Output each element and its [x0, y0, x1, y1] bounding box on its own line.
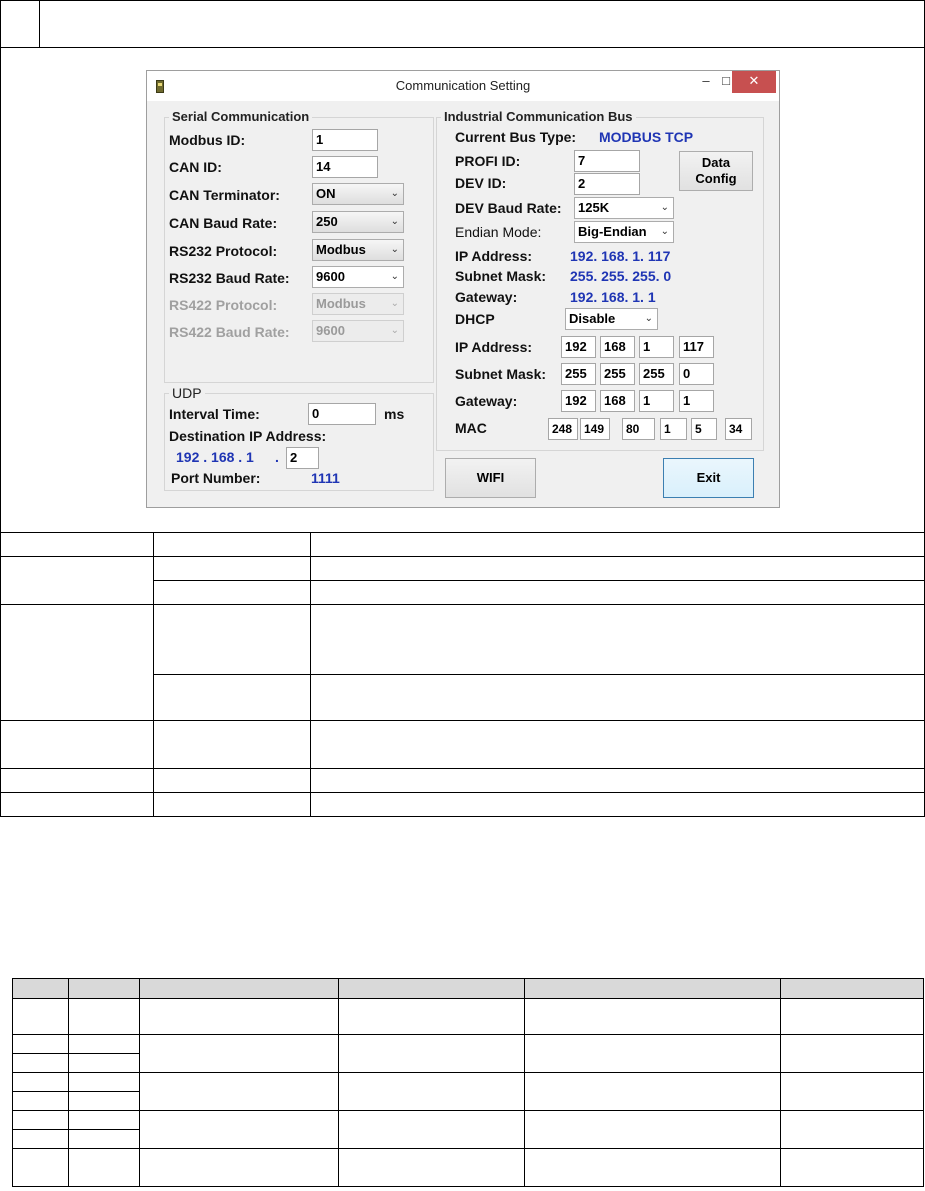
- mac-octet-5-input[interactable]: 5: [691, 418, 717, 440]
- current-subnet-value: 255. 255. 255. 0: [570, 268, 672, 284]
- rs232-baud-rate-label: RS232 Baud Rate:: [169, 270, 290, 286]
- rs422-baud-rate-value: 9600: [316, 323, 345, 338]
- can-baud-rate-select[interactable]: [312, 211, 404, 233]
- doc-bottom-table: [12, 978, 924, 1187]
- dev-id-input[interactable]: 2: [574, 173, 640, 195]
- rs422-protocol-label: RS422 Protocol:: [169, 297, 278, 313]
- chevron-down-icon: ⌄: [390, 216, 399, 227]
- data-config-label-line2: Config: [695, 171, 737, 186]
- doc-header-cell: [1, 1, 40, 47]
- dhcp-select[interactable]: [565, 308, 658, 330]
- can-terminator-select[interactable]: [312, 183, 404, 205]
- rs422-protocol-value: Modbus: [316, 296, 366, 311]
- destination-ip-dot: .: [275, 449, 279, 465]
- rs232-baud-rate-value: 9600: [316, 269, 345, 284]
- maximize-button[interactable]: □: [722, 73, 730, 88]
- rs232-baud-rate-select[interactable]: [312, 266, 404, 288]
- mask-octet-1-input[interactable]: 255: [561, 363, 596, 385]
- title-bar: [147, 71, 779, 101]
- rs232-protocol-value: Modbus: [316, 242, 366, 257]
- subnet-mask-label: Subnet Mask:: [455, 366, 547, 382]
- modbus-id-label: Modbus ID:: [169, 132, 246, 148]
- mask-octet-2-input[interactable]: 255: [600, 363, 635, 385]
- current-subnet-label: Subnet Mask:: [455, 268, 547, 284]
- mask-octet-4-input[interactable]: 0: [679, 363, 714, 385]
- close-button[interactable]: ✕: [732, 71, 776, 93]
- can-id-label: CAN ID:: [169, 159, 222, 175]
- endian-mode-select[interactable]: [574, 221, 674, 243]
- chevron-down-icon: ⌄: [390, 188, 399, 199]
- can-id-input[interactable]: 14: [312, 156, 378, 178]
- communication-setting-window: [146, 70, 780, 508]
- profi-id-input[interactable]: 7: [574, 150, 640, 172]
- current-gateway-label: Gateway:: [455, 289, 518, 305]
- endian-mode-value: Big-Endian: [578, 224, 647, 239]
- gateway-octet-4-input[interactable]: 1: [679, 390, 714, 412]
- dev-baud-rate-select[interactable]: [574, 197, 674, 219]
- can-terminator-label: CAN Terminator:: [169, 187, 280, 203]
- ip-address-label: IP Address:: [455, 339, 533, 355]
- mac-octet-4-input[interactable]: 1: [660, 418, 687, 440]
- dev-baud-rate-label: DEV Baud Rate:: [455, 200, 562, 216]
- destination-ip-label: Destination IP Address:: [169, 428, 327, 444]
- ip-octet-2-input[interactable]: 168: [600, 336, 635, 358]
- mac-label: MAC: [455, 420, 487, 436]
- rs422-baud-rate-label: RS422 Baud Rate:: [169, 324, 290, 340]
- rs232-protocol-select[interactable]: [312, 239, 404, 261]
- industrial-bus-legend: Industrial Communication Bus: [441, 109, 636, 124]
- can-terminator-value: ON: [316, 186, 336, 201]
- serial-communication-legend: Serial Communication: [169, 109, 312, 124]
- current-gateway-value: 192. 168. 1. 1: [570, 289, 656, 305]
- gateway-label: Gateway:: [455, 393, 518, 409]
- interval-time-input[interactable]: 0: [308, 403, 376, 425]
- dhcp-label: DHCP: [455, 311, 495, 327]
- dev-id-label: DEV ID:: [455, 175, 507, 191]
- modbus-id-input[interactable]: 1: [312, 129, 378, 151]
- chevron-down-icon: ⌄: [644, 313, 653, 324]
- ip-octet-1-input[interactable]: 192: [561, 336, 596, 358]
- mac-octet-2-input[interactable]: 149: [580, 418, 610, 440]
- chevron-down-icon: ⌄: [660, 202, 669, 213]
- interval-unit: ms: [384, 406, 405, 422]
- mac-octet-6-input[interactable]: 34: [725, 418, 752, 440]
- gateway-octet-3-input[interactable]: 1: [639, 390, 674, 412]
- rs422-baud-rate-select: [312, 320, 404, 342]
- chevron-down-icon: ⌄: [390, 271, 399, 282]
- destination-ip-fixed: 192 . 168 . 1: [176, 449, 254, 465]
- mac-octet-3-input[interactable]: 80: [622, 418, 655, 440]
- current-bus-type-label: Current Bus Type:: [455, 129, 577, 145]
- ip-octet-3-input[interactable]: 1: [639, 336, 674, 358]
- interval-time-label: Interval Time:: [169, 406, 260, 422]
- window-title: Communication Setting: [395, 78, 531, 93]
- exit-button[interactable]: Exit: [663, 458, 754, 498]
- mac-octet-1-input[interactable]: 248: [548, 418, 578, 440]
- endian-mode-label: Endian Mode:: [455, 224, 542, 240]
- port-number-value: 1111: [311, 470, 340, 486]
- current-bus-type-value: MODBUS TCP: [599, 129, 694, 145]
- chevron-down-icon: ⌄: [390, 298, 399, 309]
- dhcp-value: Disable: [569, 311, 616, 326]
- profi-id-label: PROFI ID:: [455, 153, 521, 169]
- minimize-button[interactable]: –: [702, 73, 710, 88]
- wifi-button[interactable]: WIFI: [445, 458, 536, 498]
- destination-ip-last-input[interactable]: 2: [286, 447, 319, 469]
- chevron-down-icon: ⌄: [390, 244, 399, 255]
- chevron-down-icon: ⌄: [660, 226, 669, 237]
- port-number-label: Port Number:: [171, 470, 261, 486]
- gateway-octet-1-input[interactable]: 192: [561, 390, 596, 412]
- mask-octet-3-input[interactable]: 255: [639, 363, 674, 385]
- rs232-protocol-label: RS232 Protocol:: [169, 243, 278, 259]
- doc-header-row: [0, 0, 925, 48]
- current-ip-label: IP Address:: [455, 248, 533, 264]
- rs422-protocol-select: [312, 293, 404, 315]
- udp-legend: UDP: [169, 385, 205, 401]
- dev-baud-rate-value: 125K: [578, 200, 610, 215]
- doc-description-table: [0, 532, 925, 817]
- can-baud-rate-value: 250: [316, 214, 338, 229]
- ip-octet-4-input[interactable]: 117: [679, 336, 714, 358]
- chevron-down-icon: ⌄: [390, 325, 399, 336]
- current-ip-value: 192. 168. 1. 117: [570, 248, 671, 264]
- gateway-octet-2-input[interactable]: 168: [600, 390, 635, 412]
- data-config-button[interactable]: [679, 151, 753, 191]
- can-baud-rate-label: CAN Baud Rate:: [169, 215, 278, 231]
- data-config-label-line1: Data: [701, 155, 731, 170]
